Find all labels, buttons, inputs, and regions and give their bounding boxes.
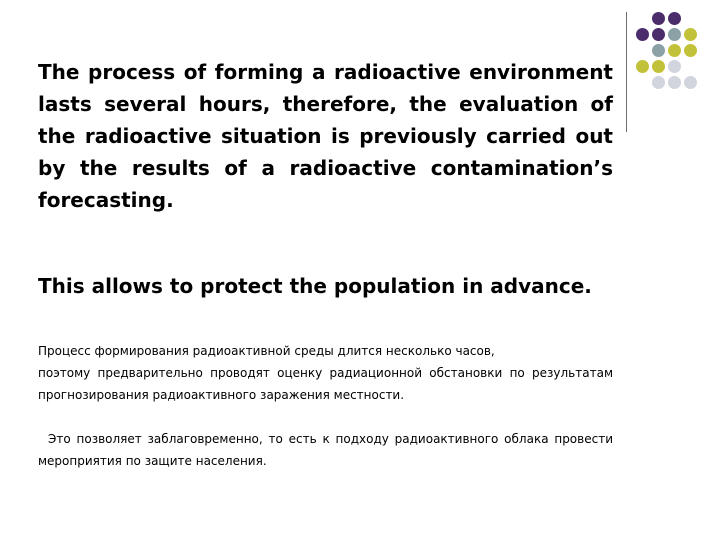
decorative-dot <box>668 12 681 25</box>
russian-line-1: Процесс формирования радиоактивной среды длится несколько часов, <box>38 344 495 358</box>
decorative-dot <box>684 76 697 89</box>
decorative-dot <box>684 44 697 57</box>
english-paragraph-2: This allows to protect the population in advance. <box>38 274 592 298</box>
decorative-dot-grid <box>636 12 706 122</box>
decorative-dot <box>668 60 681 73</box>
decorative-dot <box>684 28 697 41</box>
russian-paragraph-3: Это позволяет заблаговременно, то есть к подходу радиоактивного облака провести мероприятия по защите населения. <box>38 432 613 468</box>
russian-paragraph-2: поэтому предварительно проводят оценку радиационной обстановки по результатам прогнозирования радиоактивного заражения местности. <box>38 366 613 402</box>
divider-line <box>626 12 627 132</box>
english-paragraph-1: The process of forming a radioactive environment lasts several hours, therefore, the evaluation of the radioactive situation is previously carried out by the results of a radioactive contamination’s forecasting. <box>38 60 613 212</box>
decorative-dot <box>652 76 665 89</box>
decorative-dot <box>652 44 665 57</box>
decorative-dot <box>668 28 681 41</box>
decorative-dot <box>652 60 665 73</box>
decorative-dot <box>636 60 649 73</box>
decorative-dot <box>652 12 665 25</box>
decorative-dot <box>636 28 649 41</box>
decorative-dot <box>668 76 681 89</box>
decorative-dot <box>652 28 665 41</box>
decorative-dot <box>668 44 681 57</box>
